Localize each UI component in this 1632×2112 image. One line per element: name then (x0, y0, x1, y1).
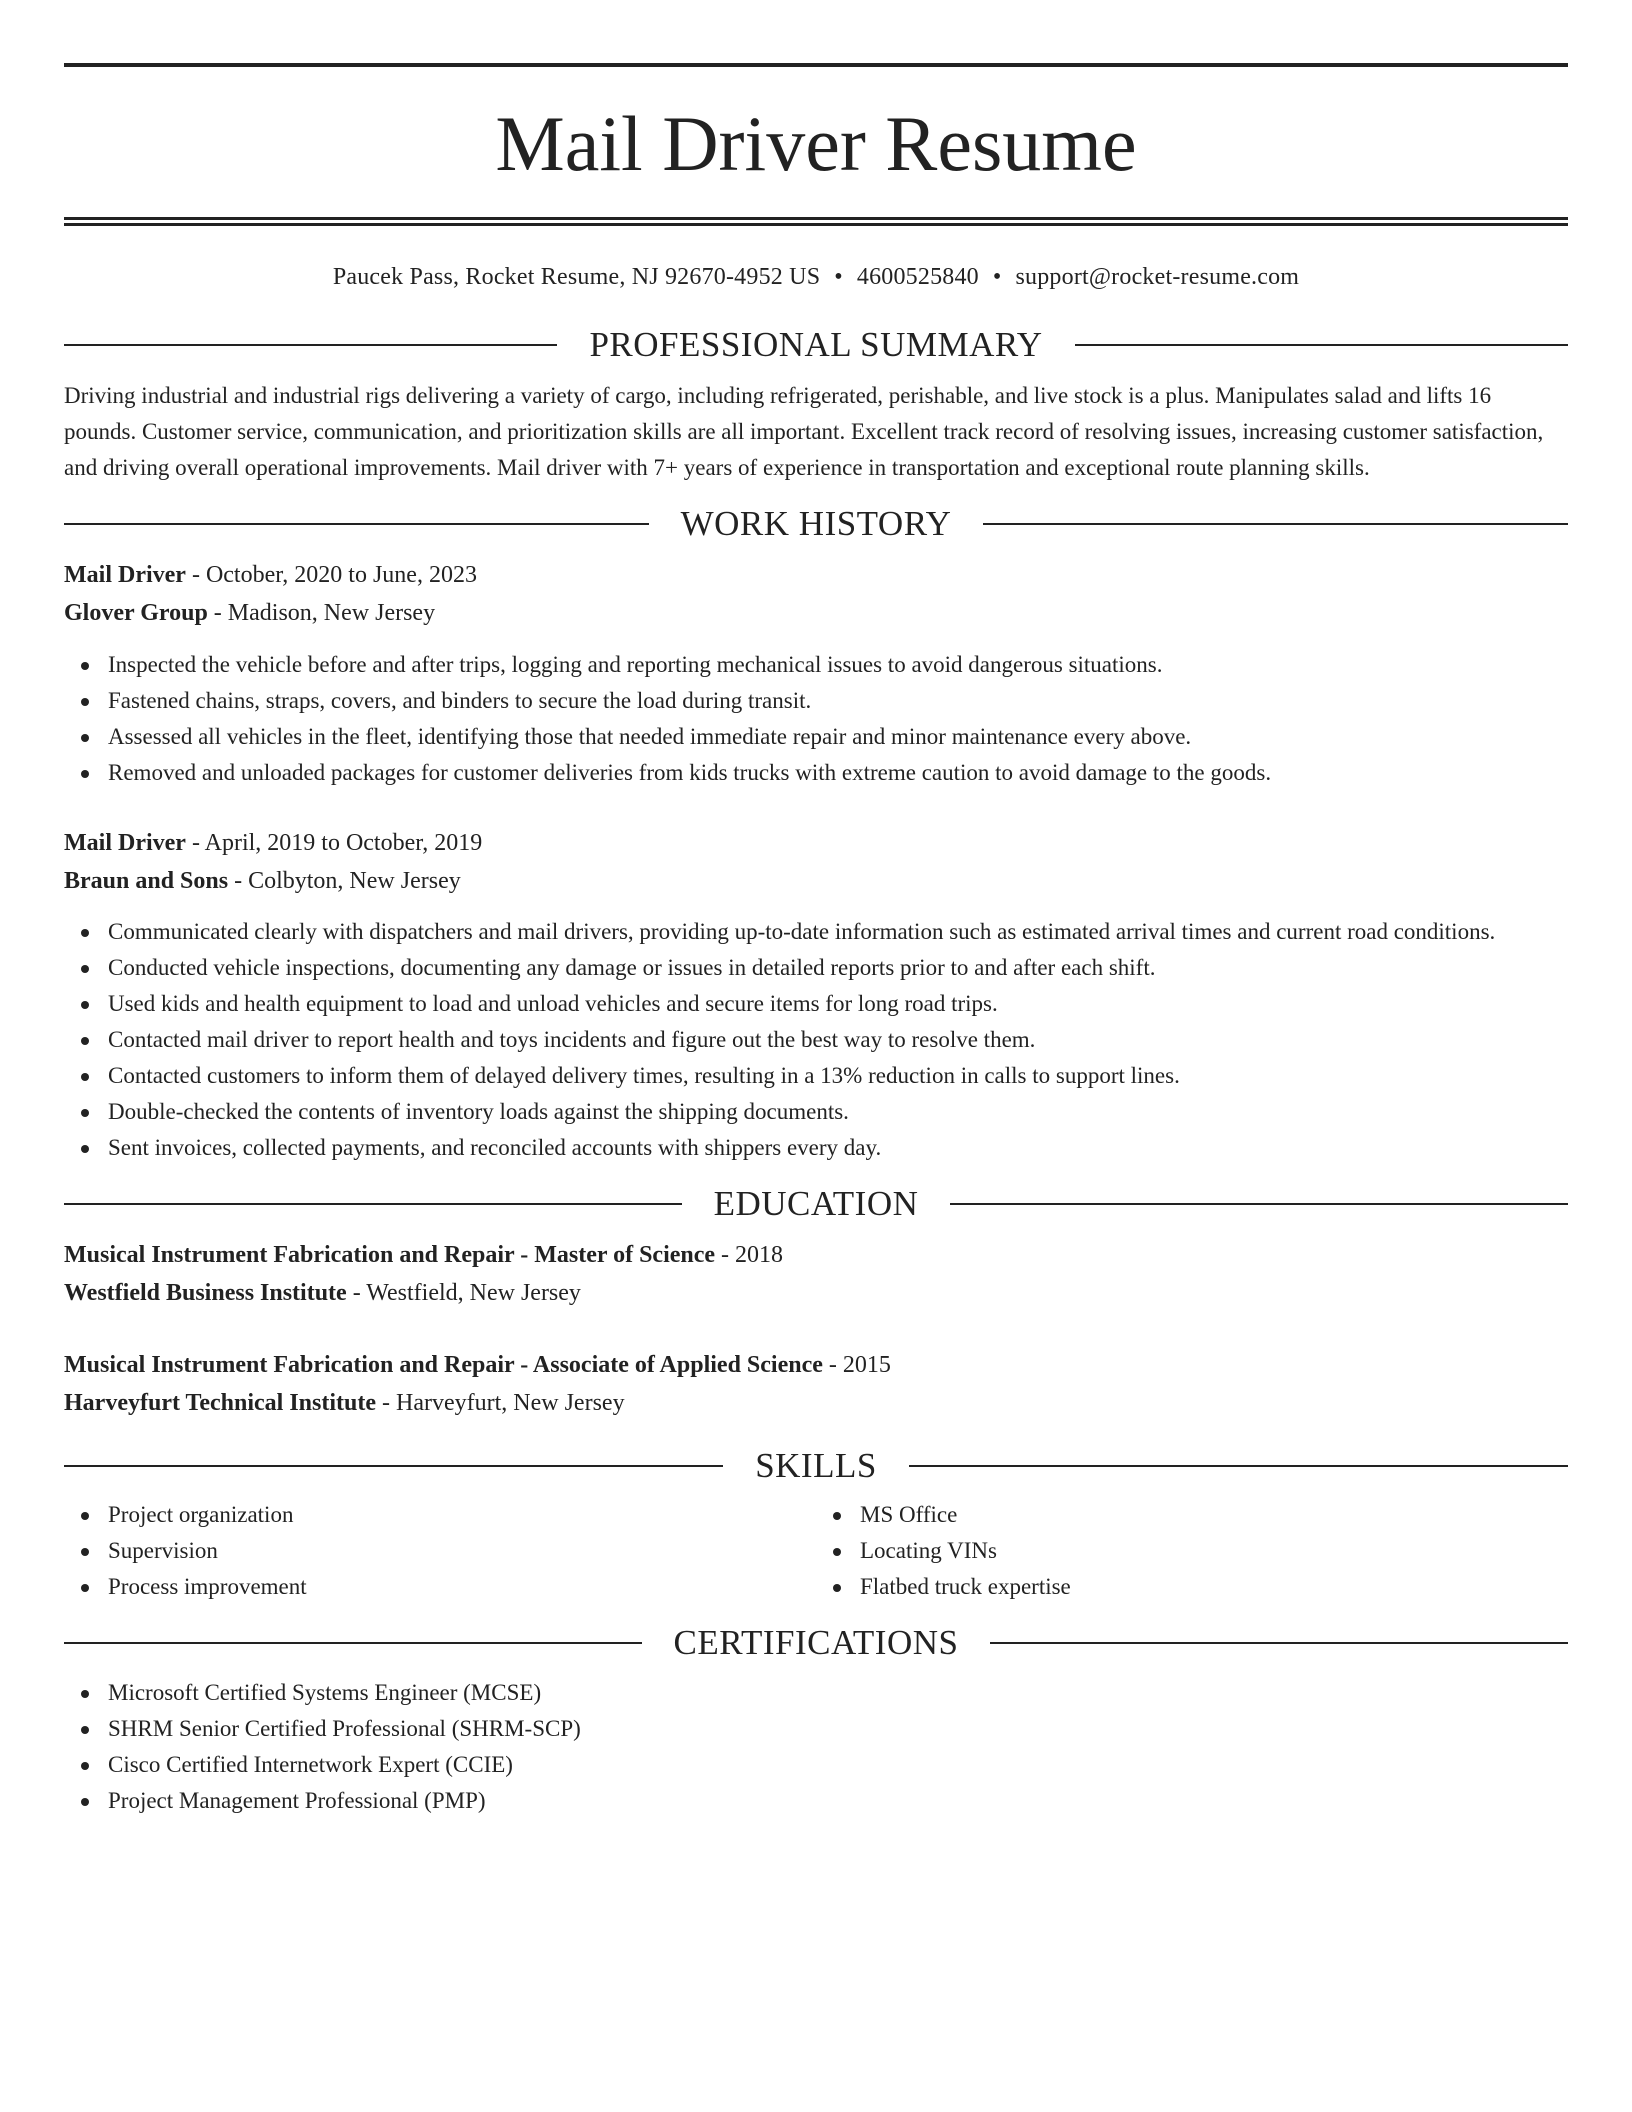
list-item: Contacted customers to inform them of delayed delivery times, resulting in a 13% reduction in calls to support lines. (64, 1058, 1568, 1094)
skill-item: Flatbed truck expertise (816, 1569, 1568, 1605)
job-company: Braun and Sons (64, 868, 229, 894)
section-rule (909, 1465, 1568, 1467)
section-title: CERTIFICATIONS (673, 1623, 959, 1662)
section-heading-skills (64, 1446, 1568, 1486)
section-rule (64, 1203, 682, 1205)
certifications-list (64, 1675, 1568, 1819)
job-title-line (64, 824, 1568, 862)
skill-item: Process improvement (64, 1569, 816, 1605)
list-item: Removed and unloaded packages for customer deliveries from kids trucks with extreme caution to avoid damage to the goods. (64, 755, 1568, 791)
job-dates: - October, 2020 to June, 2023 (185, 562, 477, 588)
list-item: Contacted mail driver to report health and toys incidents and figure out the best way to resolve them. (64, 1022, 1568, 1058)
skills-column-left (64, 1497, 816, 1605)
summary-text: Driving industrial and industrial rigs delivering a variety of cargo, including refrigerated, perishable, and live stock is a plus. Manipulates salad and lifts 16 pounds. Customer service, communication, and prioritization skills are all important. Excellent track record of resolving issues, increasing customer satisfaction, and driving overall operational improvements. Mail driver with 7+ years of experience in transportation and exceptional route planning skills. (64, 383, 1544, 480)
degree-line (64, 1236, 1568, 1274)
header-top-rule (64, 63, 1568, 67)
section-rule (64, 344, 557, 346)
skills-grid (64, 1497, 1568, 1605)
job-title: Mail Driver (64, 830, 186, 856)
job-company: Glover Group (64, 600, 208, 626)
school-line (64, 1384, 1568, 1422)
job-bullets (64, 647, 1568, 791)
section-heading-education (64, 1184, 1568, 1224)
job-entry (64, 824, 1568, 1166)
certification-item: Project Management Professional (PMP) (64, 1783, 1568, 1819)
graduation-year: - 2018 (715, 1242, 784, 1268)
section-heading-work (64, 504, 1568, 544)
certification-item: Microsoft Certified Systems Engineer (MCSE) (64, 1675, 1568, 1711)
skill-item: Locating VINs (816, 1533, 1568, 1569)
contact-address: Paucek Pass, Rocket Resume, NJ 92670-4952 US (332, 264, 821, 290)
school-line (64, 1274, 1568, 1312)
section-rule (950, 1203, 1568, 1205)
contact-separator: • (992, 264, 1002, 290)
section-rule (64, 523, 649, 525)
contact-line (64, 262, 1568, 292)
skills-column-right (816, 1497, 1568, 1605)
education-entry (64, 1236, 1568, 1312)
degree-line (64, 1346, 1568, 1384)
section-rule (983, 523, 1568, 525)
contact-email: support@rocket-resume.com (1015, 264, 1300, 290)
section-title: PROFESSIONAL SUMMARY (589, 325, 1043, 364)
section-title: SKILLS (755, 1446, 877, 1485)
job-location: - Madison, New Jersey (207, 600, 436, 626)
job-company-line (64, 594, 1568, 632)
list-item: Double-checked the contents of inventory loads against the shipping documents. (64, 1094, 1568, 1130)
certification-item: SHRM Senior Certified Professional (SHRM-SCP) (64, 1711, 1568, 1747)
job-bullets (64, 914, 1568, 1166)
job-entry (64, 556, 1568, 791)
skill-item: Project organization (64, 1497, 816, 1533)
job-location: - Colbyton, New Jersey (228, 868, 461, 894)
degree: Musical Instrument Fabrication and Repair - Associate of Applied Science (64, 1352, 823, 1378)
job-title-line (64, 556, 1568, 594)
list-item: Used kids and health equipment to load and unload vehicles and secure items for long road trips. (64, 986, 1568, 1022)
header-double-rule (64, 217, 1568, 226)
skill-item: MS Office (816, 1497, 1568, 1533)
school-location: - Harveyfurt, New Jersey (376, 1390, 625, 1416)
section-heading-certifications (64, 1623, 1568, 1663)
contact-separator: • (834, 264, 843, 290)
job-company-line (64, 862, 1568, 900)
resume-title: Mail Driver Resume (495, 100, 1137, 187)
skill-item: Supervision (64, 1533, 816, 1569)
school-location: - Westfield, New Jersey (346, 1280, 581, 1306)
education-entry (64, 1346, 1568, 1422)
list-item: Assessed all vehicles in the fleet, identifying those that needed immediate repair and minor maintenance every above. (64, 719, 1568, 755)
section-rule (990, 1642, 1568, 1644)
school: Westfield Business Institute (64, 1280, 347, 1306)
section-rule (64, 1465, 723, 1467)
job-dates: - April, 2019 to October, 2019 (185, 830, 483, 856)
resume-page (64, 63, 1568, 1819)
contact-phone: 4600525840 (856, 264, 979, 290)
list-item: Conducted vehicle inspections, documenting any damage or issues in detailed reports prior to and after each shift. (64, 950, 1568, 986)
certification-item: Cisco Certified Internetwork Expert (CCIE) (64, 1747, 1568, 1783)
school: Harveyfurt Technical Institute (64, 1390, 376, 1416)
section-title: WORK HISTORY (680, 504, 952, 543)
graduation-year: - 2015 (822, 1352, 891, 1378)
list-item: Inspected the vehicle before and after trips, logging and reporting mechanical issues to avoid dangerous situations. (64, 647, 1568, 683)
section-title: EDUCATION (713, 1184, 919, 1223)
section-heading-summary (64, 325, 1568, 365)
list-item: Fastened chains, straps, covers, and binders to secure the load during transit. (64, 683, 1568, 719)
degree: Musical Instrument Fabrication and Repair - Master of Science (64, 1242, 716, 1268)
job-title: Mail Driver (64, 562, 186, 588)
section-rule (1075, 344, 1568, 346)
list-item: Sent invoices, collected payments, and reconciled accounts with shippers every day. (64, 1130, 1568, 1166)
list-item: Communicated clearly with dispatchers and mail drivers, providing up-to-date information such as estimated arrival times and current road conditions. (64, 914, 1568, 950)
section-rule (64, 1642, 642, 1644)
